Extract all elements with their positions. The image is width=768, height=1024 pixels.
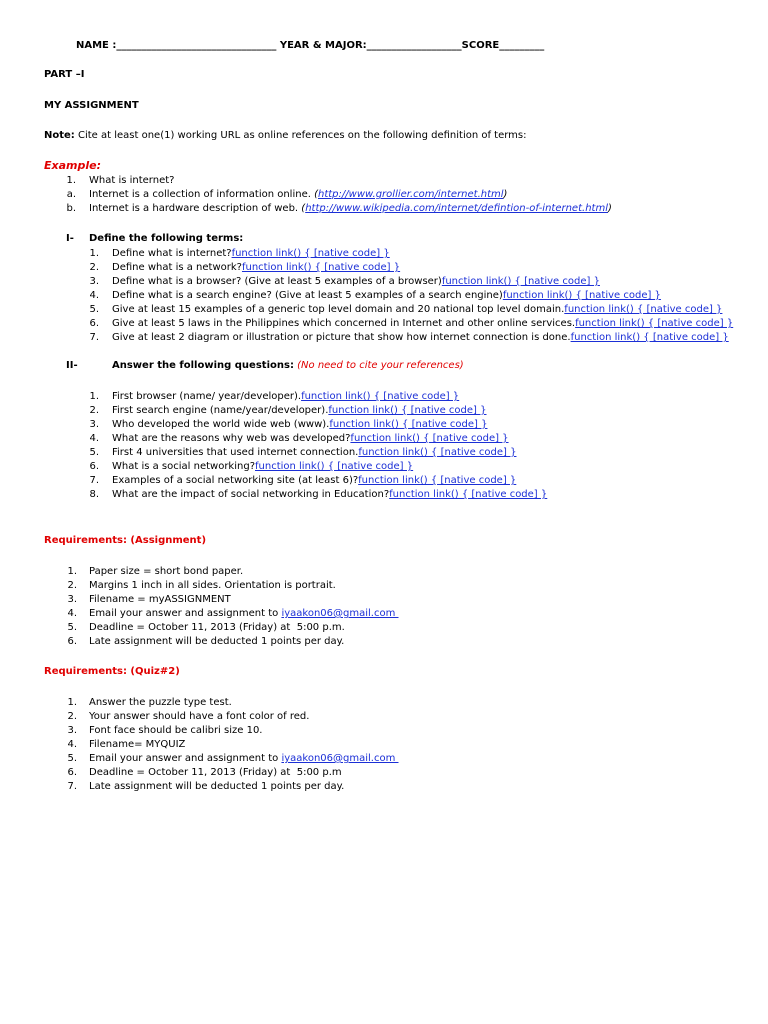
- req-assignment-item-number: 2.: [67, 580, 77, 591]
- question-item-text: Who developed the world wide web (www).: [112, 419, 330, 430]
- email-link[interactable]: function link() { [native code] }: [358, 447, 517, 458]
- term-item-text: Give at least 2 diagram or illustration or picture that show how internet connection is done.: [112, 332, 571, 343]
- question-item: [112, 433, 509, 445]
- question-item-number: 3.: [89, 419, 99, 430]
- term-item: [112, 304, 722, 316]
- question-item-text: First 4 universities that used internet connection.: [112, 447, 359, 458]
- question-item-number: 1.: [89, 391, 99, 402]
- name-label: NAME :: [76, 40, 117, 51]
- term-item-number: 3.: [89, 276, 99, 287]
- term-item: [112, 290, 661, 302]
- note-label: Note:: [44, 130, 75, 141]
- reference-link[interactable]: http://www.grollier.com/internet.html: [318, 189, 504, 200]
- req-assignment-item-number: 4.: [67, 608, 77, 619]
- email-link[interactable]: function link() { [native code] }: [231, 248, 390, 259]
- example-item-marker: b.: [66, 203, 76, 214]
- section2-note: (No need to cite your references): [297, 360, 464, 371]
- question-item: [112, 419, 487, 431]
- req-quiz-item: [89, 767, 342, 779]
- email-link[interactable]: function link() { [native code] }: [358, 475, 517, 486]
- req-quiz-item-number: 5.: [67, 753, 77, 764]
- req-quiz-item: [89, 697, 232, 709]
- email-link[interactable]: function link() { [native code] }: [575, 318, 734, 329]
- term-item: [112, 276, 600, 288]
- question-item: [112, 405, 487, 417]
- req-quiz-heading: Requirements: (Quiz#2): [44, 666, 180, 677]
- question-item-number: 2.: [89, 405, 99, 416]
- req-assignment-item-text: Paper size = short bond paper.: [89, 566, 244, 577]
- req-quiz-item: [89, 753, 399, 765]
- req-quiz-item-number: 4.: [67, 739, 77, 750]
- req-quiz-item-text: Email your answer and assignment to: [89, 753, 282, 764]
- req-quiz-item: [89, 725, 263, 737]
- section1-heading: Define the following terms:: [89, 233, 244, 244]
- req-quiz-item-number: 7.: [67, 781, 77, 792]
- req-assignment-item-number: 6.: [67, 636, 77, 647]
- req-assignment-item: [89, 594, 231, 606]
- year-major-label: YEAR & MAJOR:: [279, 40, 367, 51]
- example-item-marker: a.: [66, 189, 76, 200]
- term-item-number: 1.: [89, 248, 99, 259]
- req-assignment-item-number: 3.: [67, 594, 77, 605]
- example-item-text: Internet is a hardware description of web.: [89, 203, 302, 214]
- term-item-text: Define what is a search engine? (Give at least 5 examples of a search engine): [112, 290, 503, 301]
- req-assignment-item-text: Email your answer and assignment to: [89, 608, 282, 619]
- email-link[interactable]: function link() { [native code] }: [301, 391, 460, 402]
- example-item-text: Internet is a collection of information online.: [89, 189, 315, 200]
- score-label: SCORE: [461, 40, 500, 51]
- req-quiz-item: [89, 781, 344, 793]
- req-quiz-item-text: Answer the puzzle type test.: [89, 697, 232, 708]
- question-item: [112, 489, 547, 501]
- paren-close: ): [607, 203, 612, 214]
- email-link[interactable]: function link() { [native code] }: [570, 332, 729, 343]
- question-item-text: First browser (name/ year/developer).: [112, 391, 302, 402]
- term-item-text: Give at least 5 laws in the Philippines which concerned in Internet and other online services.: [112, 318, 576, 329]
- req-quiz-item-text: Font face should be calibri size 10.: [89, 725, 263, 736]
- term-item-number: 4.: [89, 290, 99, 301]
- paren-open: (: [314, 189, 318, 200]
- email-link[interactable]: function link() { [native code] }: [502, 290, 661, 301]
- term-item-text: Define what is a network?: [112, 262, 242, 273]
- req-assignment-item: [89, 622, 345, 634]
- email-link[interactable]: iyaakon06@gmail.com: [281, 753, 399, 764]
- example-question: What is internet?: [89, 175, 175, 186]
- email-link[interactable]: iyaakon06@gmail.com: [281, 608, 399, 619]
- req-assignment-heading: Requirements: (Assignment): [44, 535, 207, 546]
- question-item: [112, 391, 459, 403]
- question-item-number: 7.: [89, 475, 99, 486]
- req-assignment-item: [89, 636, 344, 648]
- req-assignment-item: [89, 580, 336, 592]
- header-line: [76, 40, 544, 52]
- req-assignment-item-text: Margins 1 inch in all sides. Orientation is portrait.: [89, 580, 336, 591]
- term-item-number: 2.: [89, 262, 99, 273]
- question-item: [112, 461, 413, 473]
- example-item: [89, 189, 507, 201]
- question-item-number: 6.: [89, 461, 99, 472]
- example-label: Example:: [44, 159, 101, 172]
- email-link[interactable]: function link() { [native code] }: [255, 461, 414, 472]
- question-item-text: What are the impact of social networking in Education?: [112, 489, 390, 500]
- email-link[interactable]: function link() { [native code] }: [329, 419, 488, 430]
- question-item: [112, 475, 516, 487]
- question-item: [112, 447, 516, 459]
- req-assignment-item-number: 5.: [67, 622, 77, 633]
- section2-marker: II-: [66, 360, 78, 371]
- req-assignment-item-text: Deadline = October 11, 2013 (Friday) at 5:00 p.m.: [89, 622, 345, 633]
- question-item-number: 8.: [89, 489, 99, 500]
- term-item: [112, 318, 733, 330]
- term-item: [112, 262, 400, 274]
- assignment-title: MY ASSIGNMENT: [44, 100, 139, 111]
- req-assignment-item: [89, 566, 243, 578]
- term-item-text: Define what is a browser? (Give at least 5 examples of a browser): [112, 276, 442, 287]
- year-major-blank: ___________________: [366, 40, 462, 51]
- req-quiz-item-text: Late assignment will be deducted 1 points per day.: [89, 781, 345, 792]
- email-link[interactable]: function link() { [native code] }: [564, 304, 723, 315]
- req-quiz-item-number: 3.: [67, 725, 77, 736]
- term-item-text: Define what is internet?: [112, 248, 232, 259]
- section2-heading-line: [112, 360, 464, 372]
- term-item: [112, 248, 390, 260]
- part-title: PART –I: [44, 69, 85, 80]
- email-link[interactable]: function link() { [native code] }: [389, 489, 548, 500]
- paren-close: ): [503, 189, 508, 200]
- req-assignment-item: [89, 608, 399, 620]
- note-line: [44, 130, 527, 142]
- req-assignment-item-number: 1.: [67, 566, 77, 577]
- reference-link[interactable]: http://www.wikipedia.com/internet/defintion-of-internet.html: [305, 203, 608, 214]
- email-link[interactable]: function link() { [native code] }: [241, 262, 401, 273]
- req-quiz-item: [89, 711, 309, 723]
- req-quiz-item: [89, 739, 185, 751]
- score-blank: _________: [499, 40, 545, 51]
- example-question-number: 1.: [66, 175, 76, 186]
- term-item: [112, 332, 729, 344]
- term-item-number: 7.: [89, 332, 99, 343]
- question-item-number: 5.: [89, 447, 99, 458]
- email-link[interactable]: function link() { [native code] }: [441, 276, 600, 287]
- term-item-number: 6.: [89, 318, 99, 329]
- section1-marker: I-: [66, 233, 74, 244]
- note-text: Cite at least one(1) working URL as online references on the following definition of terms:: [74, 130, 527, 141]
- term-item-number: 5.: [89, 304, 99, 315]
- term-item-text: Give at least 15 examples of a generic top level domain and 20 national top level domain.: [112, 304, 565, 315]
- req-quiz-item-text: Your answer should have a font color of red.: [89, 711, 310, 722]
- req-quiz-item-text: Deadline = October 11, 2013 (Friday) at 5:00 p.m: [89, 767, 342, 778]
- paren-open: (: [301, 203, 306, 214]
- req-quiz-item-number: 6.: [67, 767, 77, 778]
- req-quiz-item-text: Filename= MYQUIZ: [89, 739, 186, 750]
- req-quiz-item-number: 1.: [67, 697, 77, 708]
- question-item-text: What is a social networking?: [112, 461, 255, 472]
- email-link[interactable]: function link() { [native code] }: [350, 433, 509, 444]
- req-assignment-item-text: Filename = myASSIGNMENT: [89, 594, 231, 605]
- question-item-text: First search engine (name/year/developer).: [112, 405, 329, 416]
- question-item-text: What are the reasons why web was developed?: [112, 433, 351, 444]
- name-blank: ________________________________: [116, 40, 277, 51]
- question-item-text: Examples of a social networking site (at least 6)?: [112, 475, 359, 486]
- req-assignment-item-text: Late assignment will be deducted 1 points per day.: [89, 636, 345, 647]
- section2-heading: Answer the following questions:: [112, 360, 294, 371]
- question-item-number: 4.: [89, 433, 99, 444]
- req-quiz-item-number: 2.: [67, 711, 77, 722]
- example-item: [89, 203, 612, 215]
- email-link[interactable]: function link() { [native code] }: [328, 405, 487, 416]
